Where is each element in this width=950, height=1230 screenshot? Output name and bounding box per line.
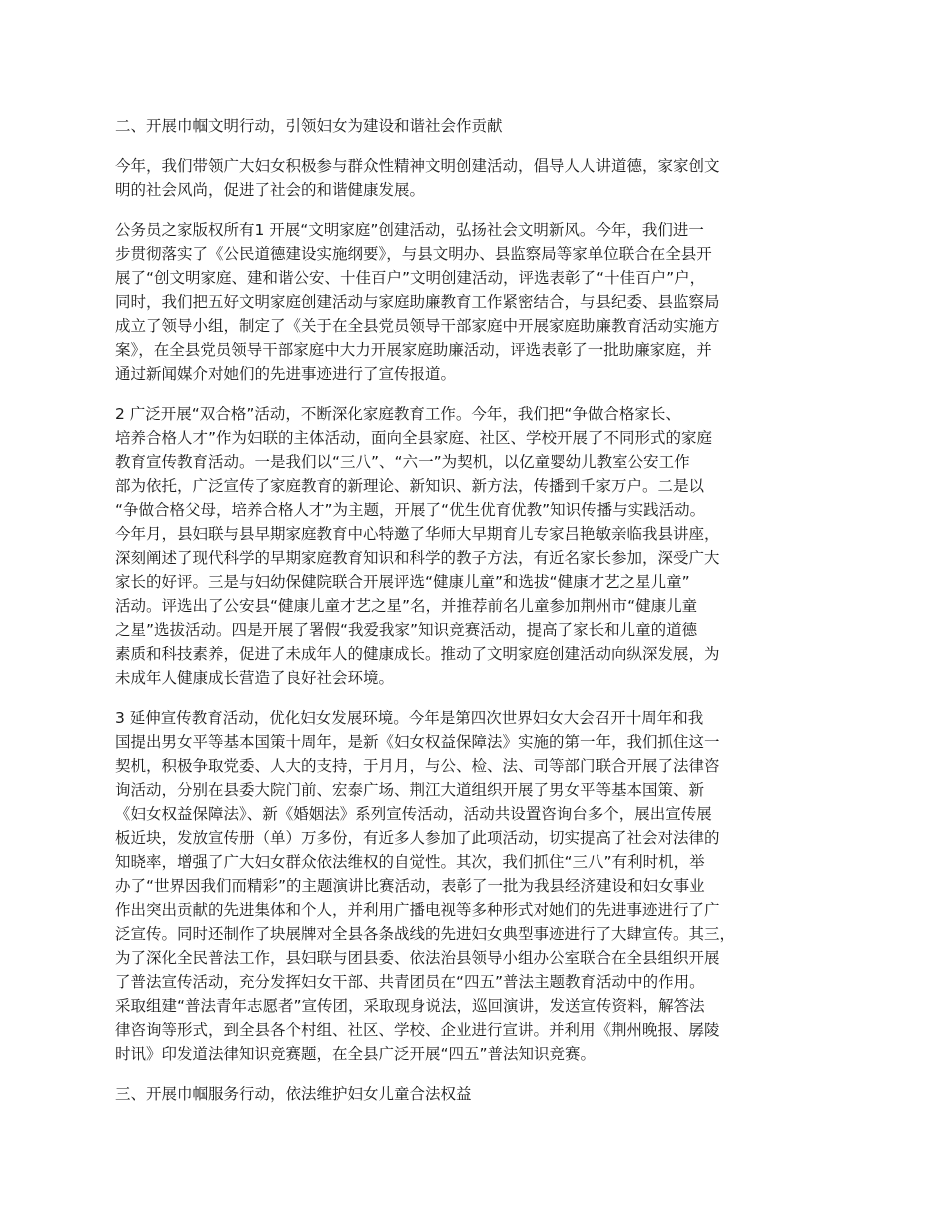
intro-paragraph — [115, 154, 843, 202]
paragraph-line: 活动。评选出了公安县“健康儿童才艺之星”名，并推荐前名儿童参加荆州市“健康儿童 — [115, 597, 698, 615]
paragraph-line: 通过新闻媒介对她们的先进事迹进行了宣传报道。 — [115, 365, 457, 383]
paragraph-line: 部为依托，广泛宣传了家庭教育的新理论、新知识、新方法，传播到千家万户。二是以 — [115, 477, 705, 495]
section-heading-three: 三、开展巾帼服务行动，依法维护妇女儿童合法权益 — [115, 1085, 472, 1103]
paragraph-line: 素质和科技素养，促进了未成年人的健康成长。推动了文明家庭创建活动向纵深发展，为 — [115, 645, 720, 663]
paragraph-line: 为了深化全民普法工作，县妇联与团县委、依法治县领导小组办公室联合在全县组织开展 — [115, 949, 720, 967]
paragraph-line: 家长的好评。三是与妇幼保健院联合开展评选“健康儿童”和选拔“健康才艺之星儿童” — [115, 573, 690, 591]
paragraph-line: 成立了领导小组，制定了《关于在全县党员领导干部家庭中开展家庭助廉教育活动实施方 — [115, 317, 720, 335]
paragraph-line: 培养合格人才”作为妇联的主体活动，面向全县家庭、社区、学校开展了不同形式的家庭 — [115, 429, 713, 447]
paragraph-line: 明的社会风尚，促进了社会的和谐健康发展。 — [115, 181, 426, 199]
paragraph-line: 国提出男女平等基本国策十周年，是新《妇女权益保障法》实施的第一年，我们抓住这一 — [115, 733, 720, 751]
paragraph-line: 案》，在全县党员领导干部家庭中大力开展家庭助廉活动，评选表彰了一批助廉家庭，并 — [115, 341, 712, 359]
paragraph-line: 《妇女权益保障法》、新《婚姻法》系列宣传活动，活动共设置咨询台多个，展出宣传展 — [115, 805, 712, 823]
paragraph-line: 2 广泛开展“双合格”活动，不断深化家庭教育工作。今年，我们把“争做合格家长、 — [115, 405, 681, 423]
paragraph-line: 展了“创文明家庭、建和谐公安、十佳百户”文明创建活动，评选表彰了“十佳百户”户， — [115, 269, 706, 287]
paragraph-line: 3 延伸宣传教育活动，优化妇女发展环境。今年是第四次世界妇女大会召开十周年和我 — [115, 709, 704, 727]
paragraph-line: 询活动，分别在县委大院门前、宏泰广场、荆江大道组织开展了男女平等基本国策、新 — [115, 781, 705, 799]
section-heading-two: 二、开展巾帼文明行动，引领妇女为建设和谐社会作贡献 — [115, 117, 503, 135]
paragraph-line: 同时，我们把五好文明家庭创建活动与家庭助廉教育工作紧密结合，与县纪委、县监察局 — [115, 293, 720, 311]
paragraph-line: 步贯彻落实了《公民道德建设实施纲要》，与县文明办、县监察局等家单位联合在全县开 — [115, 245, 712, 263]
paragraph-line: 未成年人健康成长营造了良好社会环境。 — [115, 669, 395, 687]
paragraph-line: 板近块，发放宣传册（单）万多份，有近多人参加了此项活动，切实提高了社会对法律的 — [115, 829, 720, 847]
paragraph-line: 之星”选拔活动。四是开展了署假“我爱我家”知识竞赛活动，提高了家长和儿童的道德 — [115, 621, 698, 639]
paragraph-line: 公务员之家版权所有1 开展“文明家庭”创建活动，弘扬社会文明新风。今年，我们进一 — [115, 221, 704, 239]
paragraph-line: “争做合格父母，培养合格人才”为主题，开展了“优生优育优教”知识传播与实践活动。 — [115, 501, 706, 519]
paragraph-line: 了普法宣传活动，充分发挥妇女干部、共青团员在“四五”普法主题教育活动中的作用。 — [115, 973, 705, 991]
paragraph-double-qualified — [115, 402, 843, 690]
paragraph-line: 时讯》印发道法律知识竞赛题，在全县广泛开展“四五”普法知识竞赛。 — [115, 1045, 597, 1063]
paragraph-line: 深刻阐述了现代科学的早期家庭教育知识和科学的教子方法，有近名家长参加，深受广大 — [115, 549, 720, 567]
paragraph-line: 今年月，县妇联与县早期家庭教育中心特邀了华师大早期育儿专家吕艳敏亲临我县讲座， — [115, 525, 720, 543]
paragraph-civilized-family — [115, 218, 843, 386]
paragraph-line: 律咨询等形式，到全县各个村组、社区、学校、企业进行宣讲。并利用《荆州晚报、孱陵 — [115, 1021, 720, 1039]
paragraph-line: 今年，我们带领广大妇女积极参与群众性精神文明创建活动，倡导人人讲道德，家家创文 — [115, 157, 720, 175]
paragraph-line: 契机，积极争取党委、人大的支持，于月月，与公、检、法、司等部门联合开展了法律咨 — [115, 757, 720, 775]
paragraph-line: 采取组建“普法青年志愿者”宣传团，采取现身说法，巡回演讲，发送宣传资料，解答法 — [115, 997, 705, 1015]
paragraph-publicity-education — [115, 706, 843, 1066]
paragraph-line: 教育宣传教育活动。一是我们以“三八”、“六一”为契机，以亿童婴幼儿教室公安工作 — [115, 453, 690, 471]
paragraph-line: 知晓率，增强了广大妇女群众依法维权的自觉性。其次，我们抓住“三八”有利时机，举 — [115, 853, 705, 871]
document-page — [115, 114, 843, 1122]
paragraph-line: 办了“世界因我们而精彩”的主题演讲比赛活动，表彰了一批为我县经济建设和妇女事业 — [115, 877, 705, 895]
paragraph-line: 作出突出贡献的先进集体和个人，并利用广播电视等多种形式对她们的先进事迹进行了广 — [115, 901, 720, 919]
paragraph-line: 泛宣传。同时还制作了块展牌对全县各条战线的先进妇女典型事迹进行了大肆宣传。其三， — [115, 925, 736, 943]
